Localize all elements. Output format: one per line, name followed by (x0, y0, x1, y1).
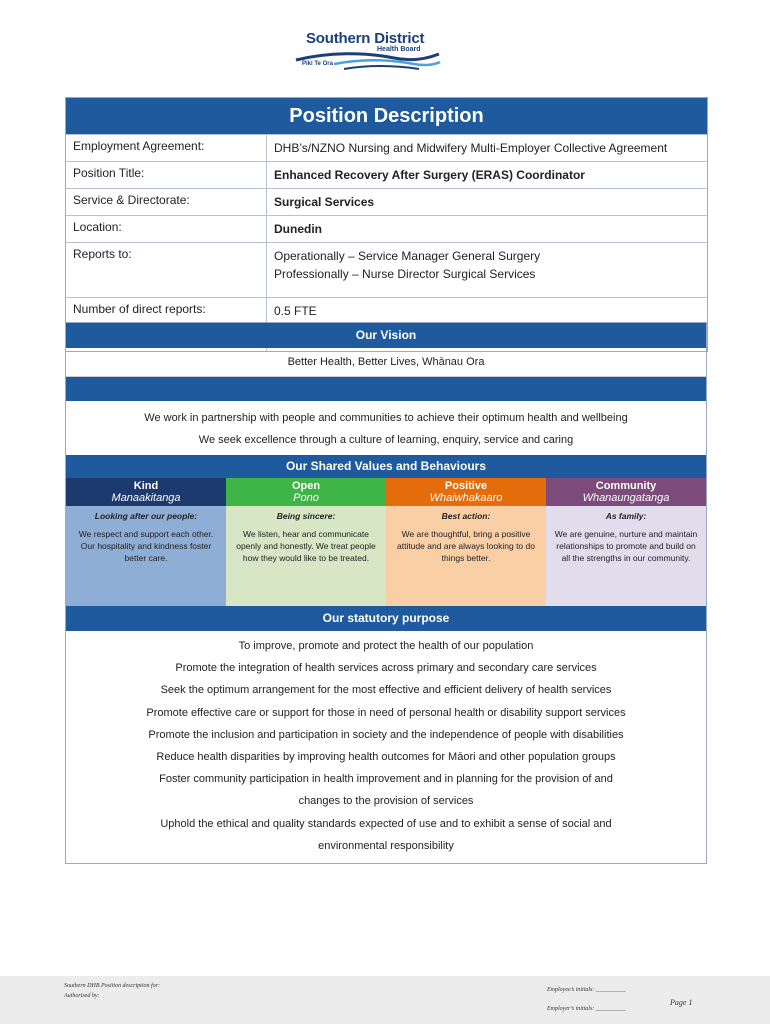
value-name: Kind (133, 480, 159, 492)
value-name: Positive (444, 480, 488, 492)
value-maori: Manaakitanga (111, 492, 181, 504)
value-positive (386, 478, 546, 606)
pd-label: Employment Agreement: (66, 135, 267, 161)
statutory-line: Promote the inclusion and participation in society and the independence of people with disabilities (148, 728, 624, 741)
value-description: We are thoughtful, bring a positive attitude and are always looking to do things better. (397, 529, 535, 563)
value-maori: Pono (293, 492, 319, 504)
value-description: We are genuine, nurture and maintain relationships to promote and build on all the strengths in our community. (554, 529, 698, 563)
pd-value (267, 243, 707, 297)
pd-value (267, 135, 707, 161)
value-header (546, 478, 706, 506)
pd-value-line: Enhanced Recovery After Surgery (ERAS) Coordinator (274, 168, 585, 182)
pd-row (66, 134, 707, 161)
sdhb-logo (294, 30, 444, 74)
employer-initials: Employer’s initials: __________ (547, 1006, 626, 1012)
mission-line: We seek excellence through a culture of learning, enquiry, service and caring (198, 434, 574, 446)
value-behaviour: As family: (605, 511, 647, 521)
value-community (546, 478, 706, 606)
pd-row (66, 242, 707, 297)
pd-value (267, 162, 707, 188)
value-description: We listen, hear and communicate openly and honestly. We treat people how they would like to be treated. (236, 529, 376, 563)
pd-row (66, 215, 707, 242)
statutory-heading: Our statutory purpose (66, 606, 706, 631)
value-name: Open (291, 480, 321, 492)
values-grid (66, 478, 706, 606)
pd-value-line: Operationally – Service Manager General Surgery (274, 249, 541, 263)
statutory-line: Reduce health disparities by improving health outcomes for Māori and other population groups (156, 751, 616, 764)
statutory-list (66, 631, 706, 863)
statutory-line: Seek the optimum arrangement for the most effective and efficient delivery of health services (160, 684, 612, 697)
value-kind (66, 478, 226, 606)
value-open (226, 478, 386, 606)
position-description-table (65, 97, 708, 352)
value-name: Community (595, 480, 657, 492)
statutory-line: To improve, promote and protect the health of our population (238, 640, 534, 652)
pd-label: Position Title: (66, 162, 267, 188)
value-description: We respect and support each other. Our hospitality and kindness foster better care. (78, 529, 214, 563)
pd-row (66, 188, 707, 215)
pd-value-line: Professionally – Nurse Director Surgical Services (274, 267, 536, 281)
statutory-line: environmental responsibility (318, 839, 454, 852)
pd-value-line: Dunedin (274, 222, 322, 236)
statutory-line: Promote the integration of health services across primary and secondary care services (175, 662, 597, 675)
footer-description-label: Southern DHB Position description for: (64, 983, 160, 989)
page-number: Page 1 (670, 998, 693, 1007)
value-header (386, 478, 546, 506)
pd-value (267, 216, 707, 242)
value-behaviour: Best action: (441, 511, 491, 521)
pd-value (267, 189, 707, 215)
pd-row (66, 161, 707, 188)
pd-value-line: Surgical Services (274, 195, 375, 209)
logo-subtitle: Health Board (377, 46, 421, 53)
logo-title: Southern District (306, 30, 425, 47)
pd-value-line: 0.5 FTE (274, 304, 317, 318)
statutory-line: Uphold the ethical and quality standards expected of use and to exhibit a sense of social and (160, 817, 612, 830)
statutory-line: changes to the provision of services (298, 795, 474, 808)
value-behaviour: Being sincere: (276, 511, 336, 521)
value-body (386, 506, 546, 606)
value-body (546, 506, 706, 606)
value-behaviour: Looking after our people: (94, 511, 198, 521)
value-maori: Whanaungatanga (582, 492, 670, 504)
page-footer (0, 976, 770, 1024)
vision-values-table (65, 322, 707, 864)
value-header (66, 478, 226, 506)
statutory-line: Promote effective care or support for those in need of personal health or disability support services (146, 706, 626, 719)
footer-initials (547, 981, 626, 1019)
pd-label: Reports to: (66, 243, 267, 297)
employee-initials: Employee’s initials: __________ (547, 987, 626, 993)
value-body (66, 506, 226, 606)
mission-statements (66, 401, 706, 455)
logo-maori: Piki Te Ora (302, 61, 333, 67)
pd-label: Service & Directorate: (66, 189, 267, 215)
pd-value-line: DHB’s/NZNO Nursing and Midwifery Multi-Employer Collective Agreement (274, 141, 668, 155)
mission-band (66, 377, 706, 401)
page-title: Position Description (66, 98, 707, 134)
value-maori: Whaiwhakaaro (429, 492, 503, 504)
footer-authorised-label: Authorised by: (64, 993, 100, 999)
value-header (226, 478, 386, 506)
mission-line: We work in partnership with people and communities to achieve their optimum health and wellbeing (144, 412, 628, 424)
pd-row (66, 297, 707, 324)
vision-text: Better Health, Better Lives, Whānau Ora (66, 348, 706, 377)
vision-heading: Our Vision (66, 323, 706, 348)
footer-left (64, 981, 160, 1001)
pd-value (267, 298, 707, 324)
statutory-line: Foster community participation in health improvement and in planning for the provision of and (159, 773, 613, 786)
value-body (226, 506, 386, 606)
values-heading: Our Shared Values and Behaviours (66, 455, 706, 478)
pd-label: Location: (66, 216, 267, 242)
pd-label: Number of direct reports: (66, 298, 267, 324)
